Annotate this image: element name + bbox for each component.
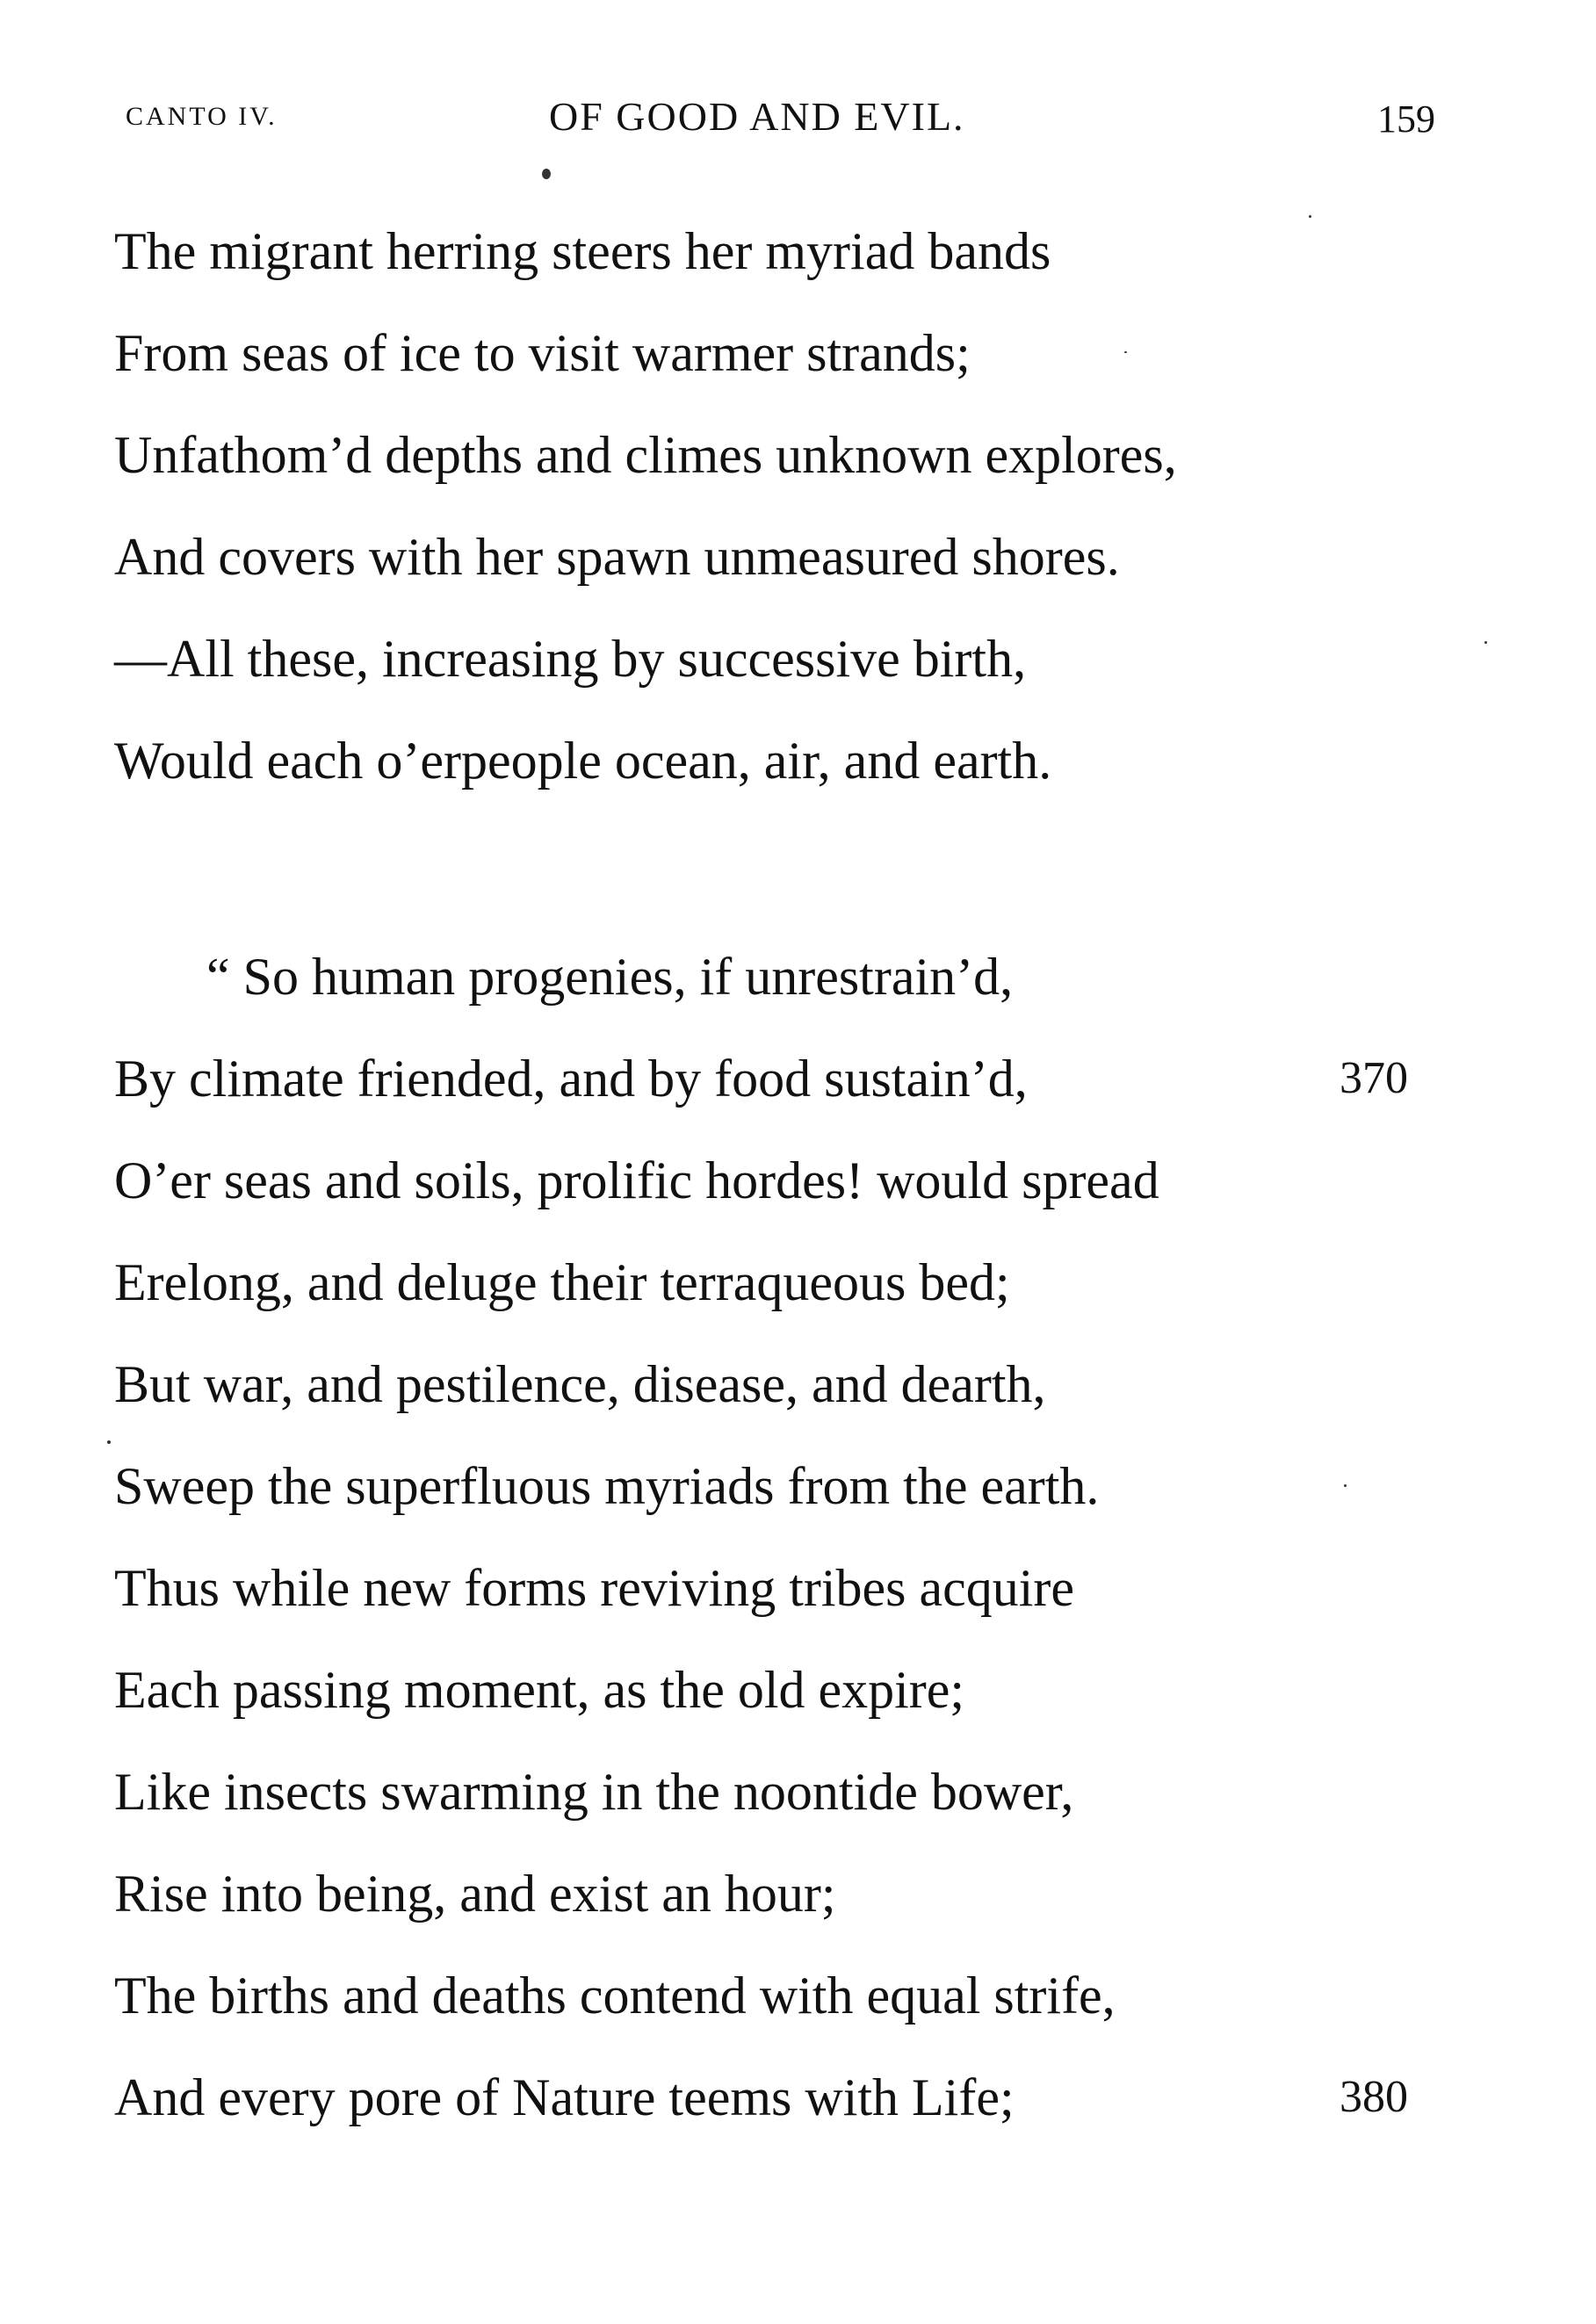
verse-text: Each passing moment, as the old expire; xyxy=(114,1661,965,1719)
verse-line xyxy=(114,710,1520,812)
verse-text: Would each o’erpeople ocean, air, and earth. xyxy=(114,732,1052,790)
verse-line xyxy=(114,2046,1520,2148)
verse-text: And every pore of Nature teems with Life; xyxy=(114,2068,1015,2126)
verse-text: O’er seas and soils, prolific hordes! would spread xyxy=(114,1151,1159,1209)
verse-text: Thus while new forms reviving tribes acquire xyxy=(114,1559,1075,1617)
verse-line xyxy=(114,1843,1520,1945)
verse-line xyxy=(114,1435,1520,1537)
verse-text: By climate friended, and by food sustain’d, xyxy=(114,1050,1028,1108)
verse-line xyxy=(114,1028,1520,1130)
verse-text: The migrant herring steers her myriad bands xyxy=(114,222,1051,280)
paper-speck xyxy=(542,169,551,179)
canto-label: CANTO IV. xyxy=(126,102,278,131)
verse-line xyxy=(114,302,1520,404)
paper-speck xyxy=(1484,641,1487,644)
verse-line xyxy=(114,926,1520,1028)
line-number: 380 xyxy=(1340,2072,1408,2122)
verse-line xyxy=(114,1741,1520,1843)
verse-line xyxy=(114,1130,1520,1231)
paper-speck xyxy=(1344,1484,1347,1487)
running-header xyxy=(0,93,1596,146)
verse-line xyxy=(114,506,1520,608)
verse-text: Rise into being, and exist an hour; xyxy=(114,1865,836,1923)
verse-text: From seas of ice to visit warmer strands; xyxy=(114,324,971,382)
paper-speck xyxy=(107,1440,111,1444)
line-number: 370 xyxy=(1340,1053,1408,1103)
verse-text: Sweep the superfluous myriads from the earth. xyxy=(114,1457,1100,1515)
page-number: 159 xyxy=(1377,97,1435,141)
verse-text: Erelong, and deluge their terraqueous bed; xyxy=(114,1253,1010,1311)
verse-line xyxy=(114,1333,1520,1435)
verse-line xyxy=(114,608,1520,710)
verse-line xyxy=(114,1537,1520,1639)
running-title: OF GOOD AND EVIL. xyxy=(549,94,965,139)
verse-text: “ So human progenies, if unrestrain’d, xyxy=(206,948,1014,1006)
verse-line xyxy=(114,404,1520,506)
paper-speck xyxy=(1309,215,1311,218)
verse-text: The births and deaths contend with equal strife, xyxy=(114,1967,1116,2024)
verse-line xyxy=(114,1231,1520,1333)
verse-text: But war, and pestilence, disease, and dearth, xyxy=(114,1355,1046,1413)
verse-text: Unfathom’d depths and climes unknown explores, xyxy=(114,426,1177,484)
verse-line xyxy=(114,1945,1520,2046)
verse-line xyxy=(114,1639,1520,1741)
verse-text: —All these, increasing by successive birth, xyxy=(114,630,1027,688)
verse-text: Like insects swarming in the noontide bower, xyxy=(114,1763,1074,1821)
stanza-1 xyxy=(114,200,1520,812)
stanza-2 xyxy=(114,926,1520,2148)
verse-text: And covers with her spawn unmeasured shores. xyxy=(114,528,1120,586)
paper-speck xyxy=(1124,351,1127,353)
